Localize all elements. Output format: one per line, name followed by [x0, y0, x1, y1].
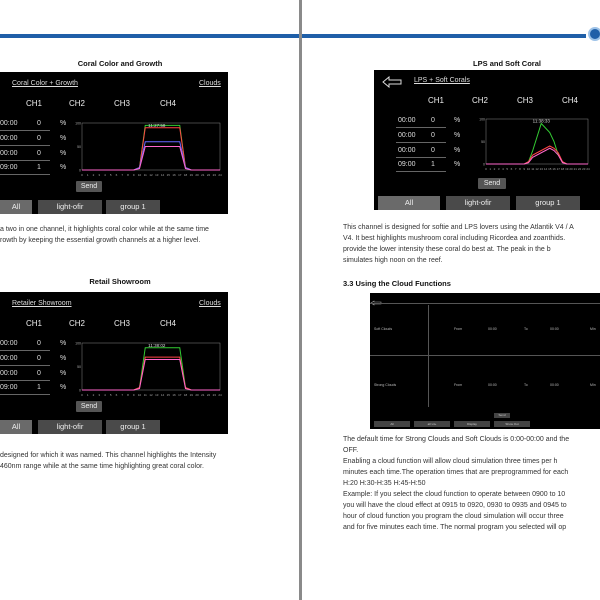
- x-tick-label: 14: [160, 173, 165, 177]
- divider: [370, 355, 600, 356]
- x-tick-label: 9: [132, 173, 135, 177]
- channel-tab[interactable]: CH3: [517, 96, 534, 105]
- x-tick-label: 10: [137, 173, 142, 177]
- chart-time-label: 11:38:02: [148, 342, 166, 348]
- preset-title[interactable]: Coral Color + Growth: [12, 80, 78, 87]
- x-tick-label: 16: [172, 393, 176, 397]
- x-tick-label: 12: [535, 167, 539, 171]
- x-tick-label: 5: [506, 167, 509, 171]
- percent-unit: %: [454, 132, 461, 139]
- preset-title[interactable]: Retailer Showroom: [12, 300, 72, 307]
- channel-tab[interactable]: CH3: [114, 319, 131, 328]
- row-divider: [0, 145, 50, 146]
- show-out-button[interactable]: Show Out: [494, 421, 530, 427]
- strong-clouds-label: Strong Clouds: [374, 383, 397, 387]
- x-tick-label: 4: [104, 393, 106, 397]
- x-tick-label: 2: [92, 173, 95, 177]
- channel-tab[interactable]: CH4: [562, 96, 579, 105]
- x-tick-label: 10: [137, 393, 142, 397]
- group-all-button[interactable]: All: [0, 200, 32, 214]
- channel-tab[interactable]: CH2: [69, 99, 86, 108]
- clouds-link[interactable]: Clouds: [199, 80, 221, 87]
- time-value[interactable]: 00:00: [0, 370, 18, 377]
- y-tick-label: 0: [79, 168, 81, 173]
- schedule-chart: [74, 340, 224, 398]
- channel-tab[interactable]: CH1: [428, 96, 445, 105]
- group-all-button[interactable]: All: [378, 196, 440, 210]
- x-tick-label: 20: [195, 393, 199, 397]
- x-tick-label: 9: [523, 167, 526, 171]
- x-tick-label: 23: [212, 173, 216, 177]
- x-tick-label: 23: [212, 393, 216, 397]
- percent-value[interactable]: 0: [37, 150, 41, 157]
- group-all-button[interactable]: All: [0, 420, 32, 434]
- row-divider: [0, 160, 50, 161]
- send-button[interactable]: Send: [478, 178, 506, 189]
- app-screenshot: [374, 70, 600, 210]
- body-text: The default time for Strong Clouds and Soft Clouds is 0:00-00:00 and the OFF. Enabling a cloud function will allow cloud simulation three times per h minutes each time.The operation times that are preprogrammed for each H:20 H:30-H:35 H:45-H:50 Example: If you select the cloud function to operate between 0900 to 10 you will have the cloud effect at 0915 to 0920, 0930 to 0935 and 0945 to hour of cloud function you program the cloud simulation will occur three and for five minutes each time. The normal program you selected will op: [343, 436, 570, 531]
- series-line: [486, 124, 588, 165]
- min-label: Min: [590, 327, 596, 331]
- x-tick-label: 24: [218, 393, 222, 397]
- x-tick-label: 12: [149, 173, 153, 177]
- series-line: [82, 359, 220, 390]
- channel-tab[interactable]: CH4: [160, 319, 177, 328]
- chart-time-label: 11:38:33: [532, 118, 550, 124]
- x-tick-label: 0: [485, 167, 487, 171]
- x-tick-label: 20: [569, 167, 573, 171]
- light-ofir-button[interactable]: light-ofir: [38, 420, 102, 434]
- x-tick-label: 12: [149, 393, 153, 397]
- x-tick-label: 3: [98, 393, 101, 397]
- row-divider: [396, 157, 446, 158]
- percent-value[interactable]: 0: [431, 147, 435, 154]
- x-tick-label: 16: [552, 167, 556, 171]
- to-time-field[interactable]: 00:00: [550, 327, 559, 331]
- row-divider: [396, 142, 446, 143]
- x-tick-label: 17: [178, 173, 182, 177]
- chart-time-label: 11:27:58: [148, 122, 166, 128]
- percent-unit: %: [60, 150, 67, 157]
- x-tick-label: 18: [560, 167, 565, 171]
- time-value[interactable]: 00:00: [398, 132, 416, 139]
- channel-tab[interactable]: CH2: [472, 96, 489, 105]
- x-tick-label: 9: [132, 393, 135, 397]
- row-divider: [0, 394, 50, 395]
- row-divider: [0, 350, 50, 351]
- percent-value[interactable]: 0: [37, 355, 41, 362]
- x-tick-label: 5: [109, 393, 112, 397]
- x-tick-label: 7: [121, 173, 124, 177]
- x-tick-label: 22: [206, 393, 211, 397]
- percent-value[interactable]: 1: [37, 384, 41, 391]
- y-tick-label: 0: [483, 162, 485, 167]
- back-arrow-icon[interactable]: [382, 76, 402, 88]
- x-tick-label: 15: [548, 167, 552, 171]
- preset-title[interactable]: LPS + Soft Corals: [414, 77, 470, 84]
- x-tick-label: 8: [127, 393, 129, 397]
- series-line: [82, 357, 220, 390]
- percent-unit: %: [454, 161, 461, 168]
- row-divider: [0, 174, 50, 175]
- time-value[interactable]: 09:00: [0, 164, 18, 171]
- series-line: [82, 147, 220, 171]
- group-1-button[interactable]: group 1: [516, 196, 580, 210]
- percent-value[interactable]: 1: [37, 164, 41, 171]
- x-tick-label: 19: [189, 393, 193, 397]
- channel-tab[interactable]: CH1: [26, 319, 43, 328]
- time-value[interactable]: 00:00: [0, 355, 18, 362]
- x-tick-label: 21: [201, 393, 205, 397]
- series-line: [486, 148, 588, 164]
- x-tick-label: 14: [160, 393, 165, 397]
- channel-tab[interactable]: CH1: [26, 99, 43, 108]
- y-tick-label: 50: [481, 140, 485, 144]
- percent-unit: %: [60, 370, 67, 377]
- x-tick-label: 3: [497, 167, 500, 171]
- row-divider: [396, 171, 446, 172]
- x-tick-label: 2: [493, 167, 496, 171]
- channel-tab[interactable]: CH4: [160, 99, 177, 108]
- section-heading: Coral Color and Growth: [77, 59, 163, 68]
- send-button[interactable]: Send: [76, 401, 102, 412]
- cloud-settings-screenshot: [370, 293, 600, 429]
- x-tick-label: 24: [586, 167, 590, 171]
- row-divider: [396, 127, 446, 128]
- divider: [428, 305, 429, 407]
- series-line: [82, 128, 220, 170]
- time-value[interactable]: 00:00: [0, 340, 18, 347]
- app-screenshot: [0, 292, 228, 434]
- schedule-chart: [478, 116, 592, 172]
- x-tick-label: 11: [531, 167, 535, 171]
- body-text: designed for which it was named. This channel highlights the Intensity 460nm range while at the same time highlighting great coral color.: [0, 452, 217, 470]
- body-text: a two in one channel, it highlights coral color while at the same time rowth by keeping the essential growth channels at a higher level.: [0, 226, 209, 244]
- x-tick-label: 17: [178, 393, 182, 397]
- row-divider: [0, 365, 50, 366]
- time-value[interactable]: 00:00: [0, 135, 18, 142]
- soft-clouds-label: Soft Clouds: [374, 327, 393, 331]
- channel-tab[interactable]: CH2: [69, 319, 86, 328]
- x-tick-label: 1: [86, 173, 89, 177]
- all-v4-button[interactable]: all v4+: [414, 421, 450, 427]
- row-divider: [0, 130, 50, 131]
- from-label: From: [454, 327, 463, 331]
- x-tick-label: 14: [543, 167, 548, 171]
- percent-value[interactable]: 0: [37, 135, 41, 142]
- time-value[interactable]: 09:00: [0, 384, 18, 391]
- light-ofir-button[interactable]: light-ofir: [446, 196, 510, 210]
- header-bar: [0, 34, 300, 38]
- brand-logo: [588, 27, 600, 41]
- display-button[interactable]: Display: [454, 421, 490, 427]
- x-tick-label: 8: [519, 167, 521, 171]
- percent-value[interactable]: 0: [431, 132, 435, 139]
- section-heading: Retail Showroom: [89, 277, 151, 286]
- series-line: [82, 122, 220, 170]
- group-1-button[interactable]: group 1: [106, 200, 160, 214]
- channel-tab[interactable]: CH3: [114, 99, 131, 108]
- to-time-field[interactable]: 00:00: [550, 383, 559, 387]
- y-tick-label: 100: [75, 341, 81, 346]
- x-tick-label: 6: [510, 167, 513, 171]
- x-tick-label: 16: [172, 173, 176, 177]
- x-tick-label: 0: [81, 393, 83, 397]
- x-tick-label: 19: [189, 173, 193, 177]
- x-tick-label: 4: [502, 167, 504, 171]
- percent-value[interactable]: 0: [37, 370, 41, 377]
- percent-unit: %: [60, 120, 67, 127]
- percent-value[interactable]: 0: [431, 117, 435, 124]
- min-label: Min: [590, 383, 596, 387]
- x-tick-label: 7: [121, 393, 124, 397]
- send-button[interactable]: Send: [76, 181, 102, 192]
- percent-value[interactable]: 1: [431, 161, 435, 168]
- header-bar: [302, 34, 586, 38]
- from-time-field[interactable]: 00:00: [488, 327, 497, 331]
- x-tick-label: 0: [81, 173, 83, 177]
- from-label: From: [454, 383, 463, 387]
- x-tick-label: 15: [166, 173, 170, 177]
- y-tick-label: 50: [77, 365, 81, 369]
- percent-unit: %: [60, 135, 67, 142]
- y-tick-label: 100: [479, 117, 485, 122]
- time-value[interactable]: 00:00: [0, 120, 18, 127]
- app-screenshot: [0, 72, 228, 214]
- percent-value[interactable]: 0: [37, 340, 41, 347]
- x-tick-label: 18: [183, 393, 188, 397]
- x-tick-label: 24: [218, 173, 222, 177]
- right-page: [302, 0, 600, 600]
- x-tick-label: 1: [86, 393, 89, 397]
- x-tick-label: 18: [183, 173, 188, 177]
- x-tick-label: 2: [92, 393, 95, 397]
- section-heading: LPS and Soft Coral: [473, 59, 541, 68]
- time-value[interactable]: 00:00: [398, 117, 416, 124]
- body-text: This channel is designed for softie and LPS lovers using the Atlantik V4 / A V4. It best highlights mushroom coral including Ricordea and zoanthids. provide the lower intensity these coral do best at. The peak in the b simulates high noon on the reef.: [343, 224, 574, 264]
- percent-unit: %: [454, 147, 461, 154]
- time-value[interactable]: 00:00: [398, 147, 416, 154]
- plot-frame: [82, 343, 220, 390]
- y-tick-label: 50: [77, 145, 81, 149]
- percent-value[interactable]: 0: [37, 120, 41, 127]
- percent-unit: %: [60, 164, 67, 171]
- x-tick-label: 21: [201, 173, 205, 177]
- x-tick-label: 10: [526, 167, 531, 171]
- to-label: To: [524, 383, 528, 387]
- plot-frame: [486, 119, 588, 164]
- x-tick-label: 7: [514, 167, 517, 171]
- x-tick-label: 23: [582, 167, 586, 171]
- series-line: [82, 348, 220, 390]
- x-tick-label: 6: [115, 393, 118, 397]
- group-all-button[interactable]: All: [374, 421, 410, 427]
- group-1-button[interactable]: group 1: [106, 420, 160, 434]
- to-label: To: [524, 327, 528, 331]
- clouds-link[interactable]: Clouds: [199, 300, 221, 307]
- row-divider: [0, 380, 50, 381]
- x-tick-label: 13: [155, 173, 159, 177]
- y-tick-label: 0: [79, 388, 81, 393]
- x-tick-label: 11: [143, 173, 147, 177]
- x-tick-label: 11: [143, 393, 147, 397]
- x-tick-label: 17: [556, 167, 560, 171]
- x-tick-label: 8: [127, 173, 129, 177]
- x-tick-label: 13: [539, 167, 543, 171]
- x-tick-label: 21: [573, 167, 577, 171]
- y-tick-label: 100: [75, 121, 81, 126]
- x-tick-label: 15: [166, 393, 170, 397]
- percent-unit: %: [60, 384, 67, 391]
- percent-unit: %: [60, 355, 67, 362]
- light-ofir-button[interactable]: light-ofir: [38, 200, 102, 214]
- x-tick-label: 13: [155, 393, 159, 397]
- percent-unit: %: [60, 340, 67, 347]
- x-tick-label: 5: [109, 173, 112, 177]
- from-time-field[interactable]: 00:00: [488, 383, 497, 387]
- x-tick-label: 3: [98, 173, 101, 177]
- x-tick-label: 22: [577, 167, 582, 171]
- x-tick-label: 19: [565, 167, 569, 171]
- divider: [370, 303, 600, 304]
- x-tick-label: 4: [104, 173, 106, 177]
- x-tick-label: 6: [115, 173, 118, 177]
- time-value[interactable]: 09:00: [398, 161, 416, 168]
- x-tick-label: 20: [195, 173, 199, 177]
- percent-unit: %: [454, 117, 461, 124]
- section-heading: 3.3 Using the Cloud Functions: [343, 279, 451, 288]
- schedule-chart: [74, 120, 224, 178]
- x-tick-label: 22: [206, 173, 211, 177]
- time-value[interactable]: 00:00: [0, 150, 18, 157]
- send-button[interactable]: Send: [494, 413, 510, 418]
- x-tick-label: 1: [489, 167, 492, 171]
